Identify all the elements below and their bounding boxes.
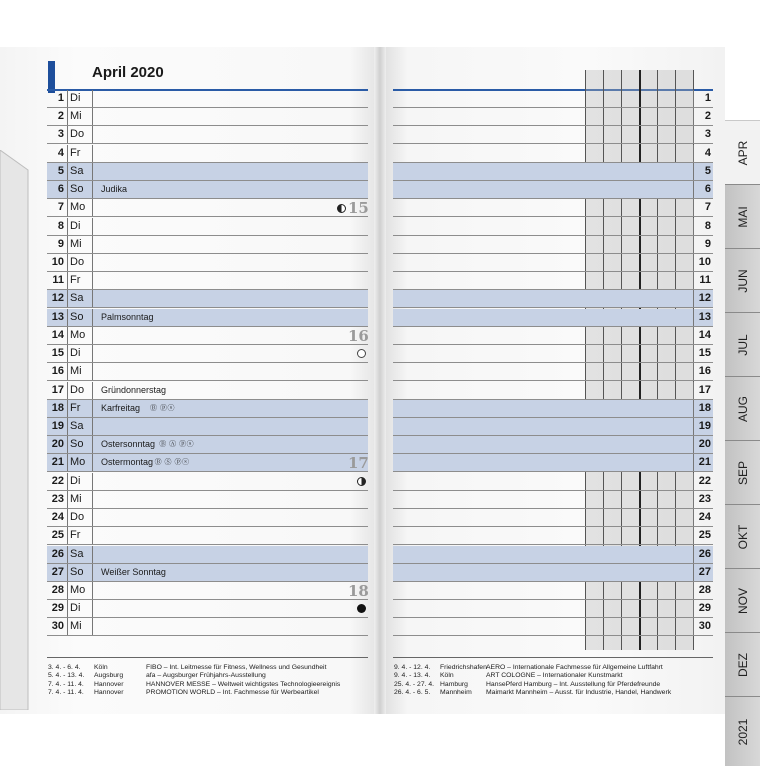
- column-divider: [67, 618, 68, 635]
- day-row-right[interactable]: [393, 436, 713, 454]
- day-number: 16: [698, 365, 711, 377]
- column-divider: [67, 254, 68, 271]
- column-divider: [92, 473, 93, 490]
- weekday-label: Mo: [70, 584, 86, 596]
- tab-label: SEP: [735, 460, 750, 485]
- column-divider: [67, 527, 68, 544]
- fair-row: 26. 4. - 6. 5. Mannheim Maimarkt Mannheim – Ausst. für Industrie, Handel, Handwerk: [394, 689, 672, 697]
- column-divider: [693, 90, 694, 107]
- day-row[interactable]: [47, 309, 368, 327]
- day-note: Palmsonntag: [101, 312, 154, 322]
- column-divider: [693, 181, 694, 198]
- day-row[interactable]: [47, 272, 368, 290]
- day-number: 24: [698, 511, 711, 523]
- week-number: 17: [348, 454, 369, 472]
- column-divider: [693, 163, 694, 180]
- day-number: 8: [704, 220, 711, 232]
- day-number: 18: [698, 402, 711, 414]
- day-row-right[interactable]: [393, 236, 713, 254]
- day-number: 6: [704, 183, 711, 195]
- weekday-label: Sa: [70, 420, 84, 432]
- first-quarter-moon-icon: [357, 477, 366, 486]
- weekday-label: Mi: [70, 620, 82, 632]
- tab-nov[interactable]: [725, 568, 760, 632]
- weekday-label: Di: [70, 92, 81, 104]
- day-note: Weißer Sonntag: [101, 567, 166, 577]
- fair-row: 7. 4. - 11. 4. Hannover PROMOTION WORLD – Int. Fachmesse für Werbeartikel: [48, 689, 319, 697]
- month-tabs: [725, 140, 760, 745]
- day-number: 13: [698, 311, 711, 323]
- day-number: 7: [57, 201, 64, 213]
- day-row-right[interactable]: [393, 272, 713, 290]
- day-row-right[interactable]: [393, 90, 713, 108]
- weekday-label: Di: [70, 220, 81, 232]
- weekday-label: Do: [70, 511, 85, 523]
- day-number: 7: [704, 201, 711, 213]
- column-divider: [67, 546, 68, 563]
- day-number: 9: [57, 238, 64, 250]
- day-row[interactable]: [47, 582, 368, 600]
- column-divider: [693, 254, 694, 271]
- day-row[interactable]: [47, 473, 368, 491]
- day-row-right[interactable]: [393, 618, 713, 636]
- column-divider: [693, 618, 694, 635]
- weekday-label: Fr: [70, 529, 81, 541]
- footer-rule-left: [47, 657, 368, 658]
- day-number: 11: [699, 274, 711, 286]
- column-divider: [67, 309, 68, 326]
- day-number: 5: [704, 165, 711, 177]
- weekday-label: So: [70, 183, 84, 195]
- day-number: 9: [704, 238, 711, 250]
- day-row[interactable]: [47, 145, 368, 163]
- day-row-right[interactable]: [393, 454, 713, 472]
- column-divider: [693, 436, 694, 453]
- day-row-right[interactable]: [393, 527, 713, 545]
- day-number: 25: [698, 529, 711, 541]
- column-divider: [92, 582, 93, 599]
- day-number: 16: [51, 365, 64, 377]
- column-divider: [92, 108, 93, 125]
- full-moon-icon: [357, 349, 366, 358]
- column-divider: [67, 382, 68, 399]
- tab-label: JUN: [735, 268, 750, 293]
- column-divider: [92, 218, 93, 235]
- column-divider: [92, 181, 93, 198]
- day-number: 30: [51, 620, 64, 632]
- day-number: 14: [698, 329, 711, 341]
- column-divider: [67, 491, 68, 508]
- tab-sep[interactable]: [725, 440, 760, 504]
- week-number: 16: [348, 327, 369, 345]
- day-row-right[interactable]: [393, 345, 713, 363]
- day-row[interactable]: [47, 400, 368, 418]
- column-divider: [67, 199, 68, 216]
- day-row[interactable]: [47, 345, 368, 363]
- column-divider: [67, 126, 68, 143]
- column-divider: [67, 564, 68, 581]
- day-row[interactable]: [47, 509, 368, 527]
- new-moon-icon: [357, 604, 366, 613]
- day-number: 15: [51, 347, 64, 359]
- day-row-right[interactable]: [393, 473, 713, 491]
- day-row-right[interactable]: [393, 491, 713, 509]
- tab-label: APR: [735, 140, 750, 165]
- column-divider: [92, 382, 93, 399]
- column-divider: [92, 290, 93, 307]
- day-row[interactable]: [47, 454, 368, 472]
- tab-label: DEZ: [735, 652, 750, 677]
- day-row[interactable]: [47, 436, 368, 454]
- day-row-right[interactable]: [393, 218, 713, 236]
- fair-row: 5. 4. - 13. 4. Augsburg afa – Augsburger Frühjahrs-Ausstellung: [48, 672, 266, 680]
- fair-row: 9. 4. - 13. 4. Köln ART COLOGNE – Internationaler Kunstmarkt: [394, 672, 623, 680]
- day-row[interactable]: [47, 254, 368, 272]
- day-number: 19: [51, 420, 64, 432]
- day-number: 4: [704, 147, 711, 159]
- weekday-label: Mo: [70, 329, 86, 341]
- day-number: 12: [698, 292, 711, 304]
- tab-jul[interactable]: [725, 312, 760, 376]
- holiday-marks-icon: Ⓑ Ⓐ ⓟⓢ: [159, 441, 195, 448]
- weekday-label: Di: [70, 347, 81, 359]
- column-divider: [92, 491, 93, 508]
- tab-label: NOV: [735, 587, 750, 614]
- day-row[interactable]: [47, 618, 368, 636]
- day-number: 17: [698, 384, 711, 396]
- column-divider: [92, 363, 93, 380]
- day-note: Ostersonntag: [101, 439, 156, 449]
- column-divider: [92, 418, 93, 435]
- footer-rule-right: [393, 657, 713, 658]
- weekday-label: So: [70, 566, 84, 578]
- tab-label: AUG: [735, 395, 750, 422]
- column-divider: [67, 236, 68, 253]
- tab-dez[interactable]: [725, 632, 760, 696]
- tab-label: MAI: [735, 205, 750, 228]
- day-number: 10: [698, 256, 711, 268]
- day-number: 4: [57, 147, 64, 159]
- day-number: 28: [51, 584, 64, 596]
- tab-2021[interactable]: [725, 696, 760, 766]
- fair-row: 25. 4. - 27. 4. Hamburg HansePferd Hamburg – Int. Ausstellung für Pferdefreunde: [394, 680, 661, 688]
- fair-row: 7. 4. - 11. 4. Hannover HANNOVER MESSE – Weltweit wichtigstes Technologieereignis: [48, 680, 341, 688]
- day-number: 25: [51, 529, 64, 541]
- column-divider: [67, 509, 68, 526]
- tab-aug[interactable]: [725, 376, 760, 440]
- day-number: 23: [51, 493, 64, 505]
- day-number: 29: [698, 602, 711, 614]
- column-divider: [693, 473, 694, 490]
- column-divider: [92, 436, 93, 453]
- day-number: 27: [698, 566, 711, 578]
- weekday-label: Mi: [70, 493, 82, 505]
- fair-row: 3. 4. - 6. 4. Köln FIBO – Int. Leitmesse für Fitness, Wellness und Gesundheit: [48, 664, 327, 671]
- tab-jun[interactable]: [725, 248, 760, 312]
- day-number: 6: [57, 183, 64, 195]
- column-divider: [92, 345, 93, 362]
- tab-okt[interactable]: [725, 504, 760, 568]
- day-row[interactable]: [47, 363, 368, 381]
- day-row[interactable]: [47, 491, 368, 509]
- holiday-marks-icon: Ⓑ Ⓢ ⓟⓢ: [154, 459, 190, 466]
- column-divider: [693, 363, 694, 380]
- day-number: 19: [698, 420, 711, 432]
- column-divider: [693, 108, 694, 125]
- trade-fairs-left: [48, 664, 340, 698]
- weekday-label: Mi: [70, 238, 82, 250]
- day-row-right[interactable]: [393, 145, 713, 163]
- weekday-label: Mi: [70, 110, 82, 122]
- column-divider: [67, 145, 68, 162]
- column-divider: [693, 546, 694, 563]
- day-number: 21: [51, 456, 64, 468]
- column-divider: [67, 454, 68, 471]
- day-number: 22: [698, 475, 711, 487]
- tab-apr[interactable]: [725, 120, 760, 184]
- day-number: 20: [698, 438, 711, 450]
- day-row-right[interactable]: [393, 382, 713, 400]
- column-divider: [693, 126, 694, 143]
- day-number: 22: [51, 475, 64, 487]
- day-row[interactable]: [47, 236, 368, 254]
- day-row-right[interactable]: [393, 582, 713, 600]
- column-divider: [693, 491, 694, 508]
- weekday-label: Mo: [70, 201, 86, 213]
- day-number: 1: [704, 92, 711, 104]
- tab-label: JUL: [735, 333, 750, 356]
- day-row-right[interactable]: [393, 126, 713, 144]
- day-note: Karfreitag: [101, 403, 141, 413]
- day-row[interactable]: [47, 327, 368, 345]
- day-row-right[interactable]: [393, 400, 713, 418]
- column-divider: [693, 564, 694, 581]
- day-number: 23: [698, 493, 711, 505]
- column-divider: [92, 400, 93, 417]
- column-divider: [693, 199, 694, 216]
- week-number: 15: [348, 199, 369, 217]
- day-number: 17: [51, 384, 64, 396]
- weekday-label: Sa: [70, 292, 84, 304]
- day-row[interactable]: [47, 126, 368, 144]
- day-row[interactable]: [47, 564, 368, 582]
- week-number: 18: [348, 582, 369, 600]
- day-number: 2: [57, 110, 64, 122]
- column-divider: [67, 218, 68, 235]
- column-divider: [693, 145, 694, 162]
- day-number: 11: [52, 274, 64, 286]
- day-row-right[interactable]: [393, 418, 713, 436]
- page-gutter: [374, 47, 386, 714]
- day-row-right[interactable]: [393, 600, 713, 618]
- weekday-label: Do: [70, 128, 85, 140]
- day-row-right[interactable]: [393, 309, 713, 327]
- column-divider: [693, 509, 694, 526]
- column-divider: [92, 199, 93, 216]
- column-divider: [693, 236, 694, 253]
- day-number: 27: [51, 566, 64, 578]
- holiday-marks-icon: Ⓑ ⓟⓢ: [150, 405, 175, 412]
- day-note: Gründonnerstag: [101, 385, 167, 395]
- weekday-label: Fr: [70, 402, 81, 414]
- column-divider: [693, 527, 694, 544]
- day-number: 26: [51, 548, 64, 560]
- column-divider: [67, 345, 68, 362]
- column-divider: [92, 546, 93, 563]
- weekday-label: Do: [70, 384, 85, 396]
- weekday-label: Do: [70, 256, 85, 268]
- weekday-label: Mi: [70, 365, 82, 377]
- column-divider: [92, 163, 93, 180]
- weekday-label: Di: [70, 475, 81, 487]
- weekday-label: Sa: [70, 165, 84, 177]
- day-row[interactable]: [47, 546, 368, 564]
- column-divider: [693, 454, 694, 471]
- column-divider: [67, 163, 68, 180]
- day-row[interactable]: [47, 181, 368, 199]
- day-number: 10: [51, 256, 64, 268]
- tab-label: 2021: [735, 718, 750, 745]
- day-row-right[interactable]: [393, 509, 713, 527]
- day-row[interactable]: [47, 600, 368, 618]
- day-row-right[interactable]: [393, 108, 713, 126]
- column-divider: [693, 418, 694, 435]
- day-number: 30: [698, 620, 711, 632]
- column-divider: [92, 564, 93, 581]
- day-row-right[interactable]: [393, 254, 713, 272]
- day-row-right[interactable]: [393, 181, 713, 199]
- day-row-right[interactable]: [393, 564, 713, 582]
- day-note: Ostermontag: [101, 457, 154, 467]
- column-divider: [693, 272, 694, 289]
- column-divider: [693, 400, 694, 417]
- day-row[interactable]: [47, 163, 368, 181]
- column-divider: [693, 290, 694, 307]
- column-divider: [92, 309, 93, 326]
- fair-row: 9. 4. - 12. 4. FriedrichshafenAERO – Internationale Fachmesse für Allgemeine Luftfahrt: [394, 664, 663, 671]
- column-divider: [693, 327, 694, 344]
- column-divider: [67, 327, 68, 344]
- column-divider: [693, 582, 694, 599]
- day-row[interactable]: [47, 527, 368, 545]
- day-number: 12: [51, 292, 64, 304]
- column-divider: [92, 145, 93, 162]
- column-divider: [92, 618, 93, 635]
- column-divider: [693, 345, 694, 362]
- last-quarter-moon-icon: [337, 204, 346, 213]
- column-divider: [67, 418, 68, 435]
- day-row-right[interactable]: [393, 363, 713, 381]
- day-row[interactable]: [47, 199, 368, 217]
- column-divider: [67, 582, 68, 599]
- day-row[interactable]: [47, 290, 368, 308]
- day-number: 5: [57, 165, 64, 177]
- day-row[interactable]: [47, 418, 368, 436]
- tab-label: OKT: [735, 524, 750, 549]
- column-divider: [92, 509, 93, 526]
- column-divider: [67, 363, 68, 380]
- weekday-label: Di: [70, 602, 81, 614]
- column-divider: [67, 400, 68, 417]
- day-number: 2: [704, 110, 711, 122]
- column-divider: [67, 600, 68, 617]
- day-row-right[interactable]: [393, 546, 713, 564]
- column-divider: [693, 309, 694, 326]
- day-note: Judika: [101, 184, 128, 194]
- column-divider: [92, 236, 93, 253]
- day-number: 26: [698, 548, 711, 560]
- weekday-label: So: [70, 311, 84, 323]
- day-number: 24: [51, 511, 64, 523]
- column-divider: [67, 108, 68, 125]
- column-divider: [67, 290, 68, 307]
- day-number: 29: [51, 602, 64, 614]
- weekday-label: Fr: [70, 147, 81, 159]
- column-divider: [92, 272, 93, 289]
- weekday-label: Fr: [70, 274, 81, 286]
- column-divider: [92, 454, 93, 471]
- day-number: 3: [704, 128, 711, 140]
- page-fold-edge: [0, 150, 30, 710]
- trade-fairs-right: [394, 664, 671, 698]
- column-divider: [67, 473, 68, 490]
- day-row[interactable]: [47, 382, 368, 400]
- column-divider: [92, 126, 93, 143]
- column-divider: [92, 527, 93, 544]
- day-number: 21: [698, 456, 711, 468]
- column-divider: [67, 90, 68, 107]
- day-row-right[interactable]: [393, 163, 713, 181]
- day-row[interactable]: [47, 108, 368, 126]
- day-number: 13: [51, 311, 64, 323]
- day-number: 3: [57, 128, 64, 140]
- day-number: 1: [57, 92, 64, 104]
- column-divider: [92, 90, 93, 107]
- tab-mai[interactable]: [725, 184, 760, 248]
- day-number: 8: [57, 220, 64, 232]
- column-divider: [67, 272, 68, 289]
- weekday-label: Mo: [70, 456, 86, 468]
- day-row-right[interactable]: [393, 290, 713, 308]
- column-divider: [693, 218, 694, 235]
- day-number: 14: [51, 329, 64, 341]
- column-divider: [67, 181, 68, 198]
- day-number: 15: [698, 347, 711, 359]
- day-row[interactable]: [47, 90, 368, 108]
- day-number: 28: [698, 584, 711, 596]
- day-number: 20: [51, 438, 64, 450]
- column-divider: [693, 382, 694, 399]
- day-row-right[interactable]: [393, 199, 713, 217]
- day-number: 18: [51, 402, 64, 414]
- column-divider: [92, 600, 93, 617]
- day-row[interactable]: [47, 218, 368, 236]
- column-divider: [92, 254, 93, 271]
- weekday-label: So: [70, 438, 84, 450]
- column-divider: [67, 436, 68, 453]
- column-divider: [92, 327, 93, 344]
- day-row-right[interactable]: [393, 327, 713, 345]
- month-title: April 2020: [92, 64, 164, 81]
- column-divider: [693, 600, 694, 617]
- weekday-label: Sa: [70, 548, 84, 560]
